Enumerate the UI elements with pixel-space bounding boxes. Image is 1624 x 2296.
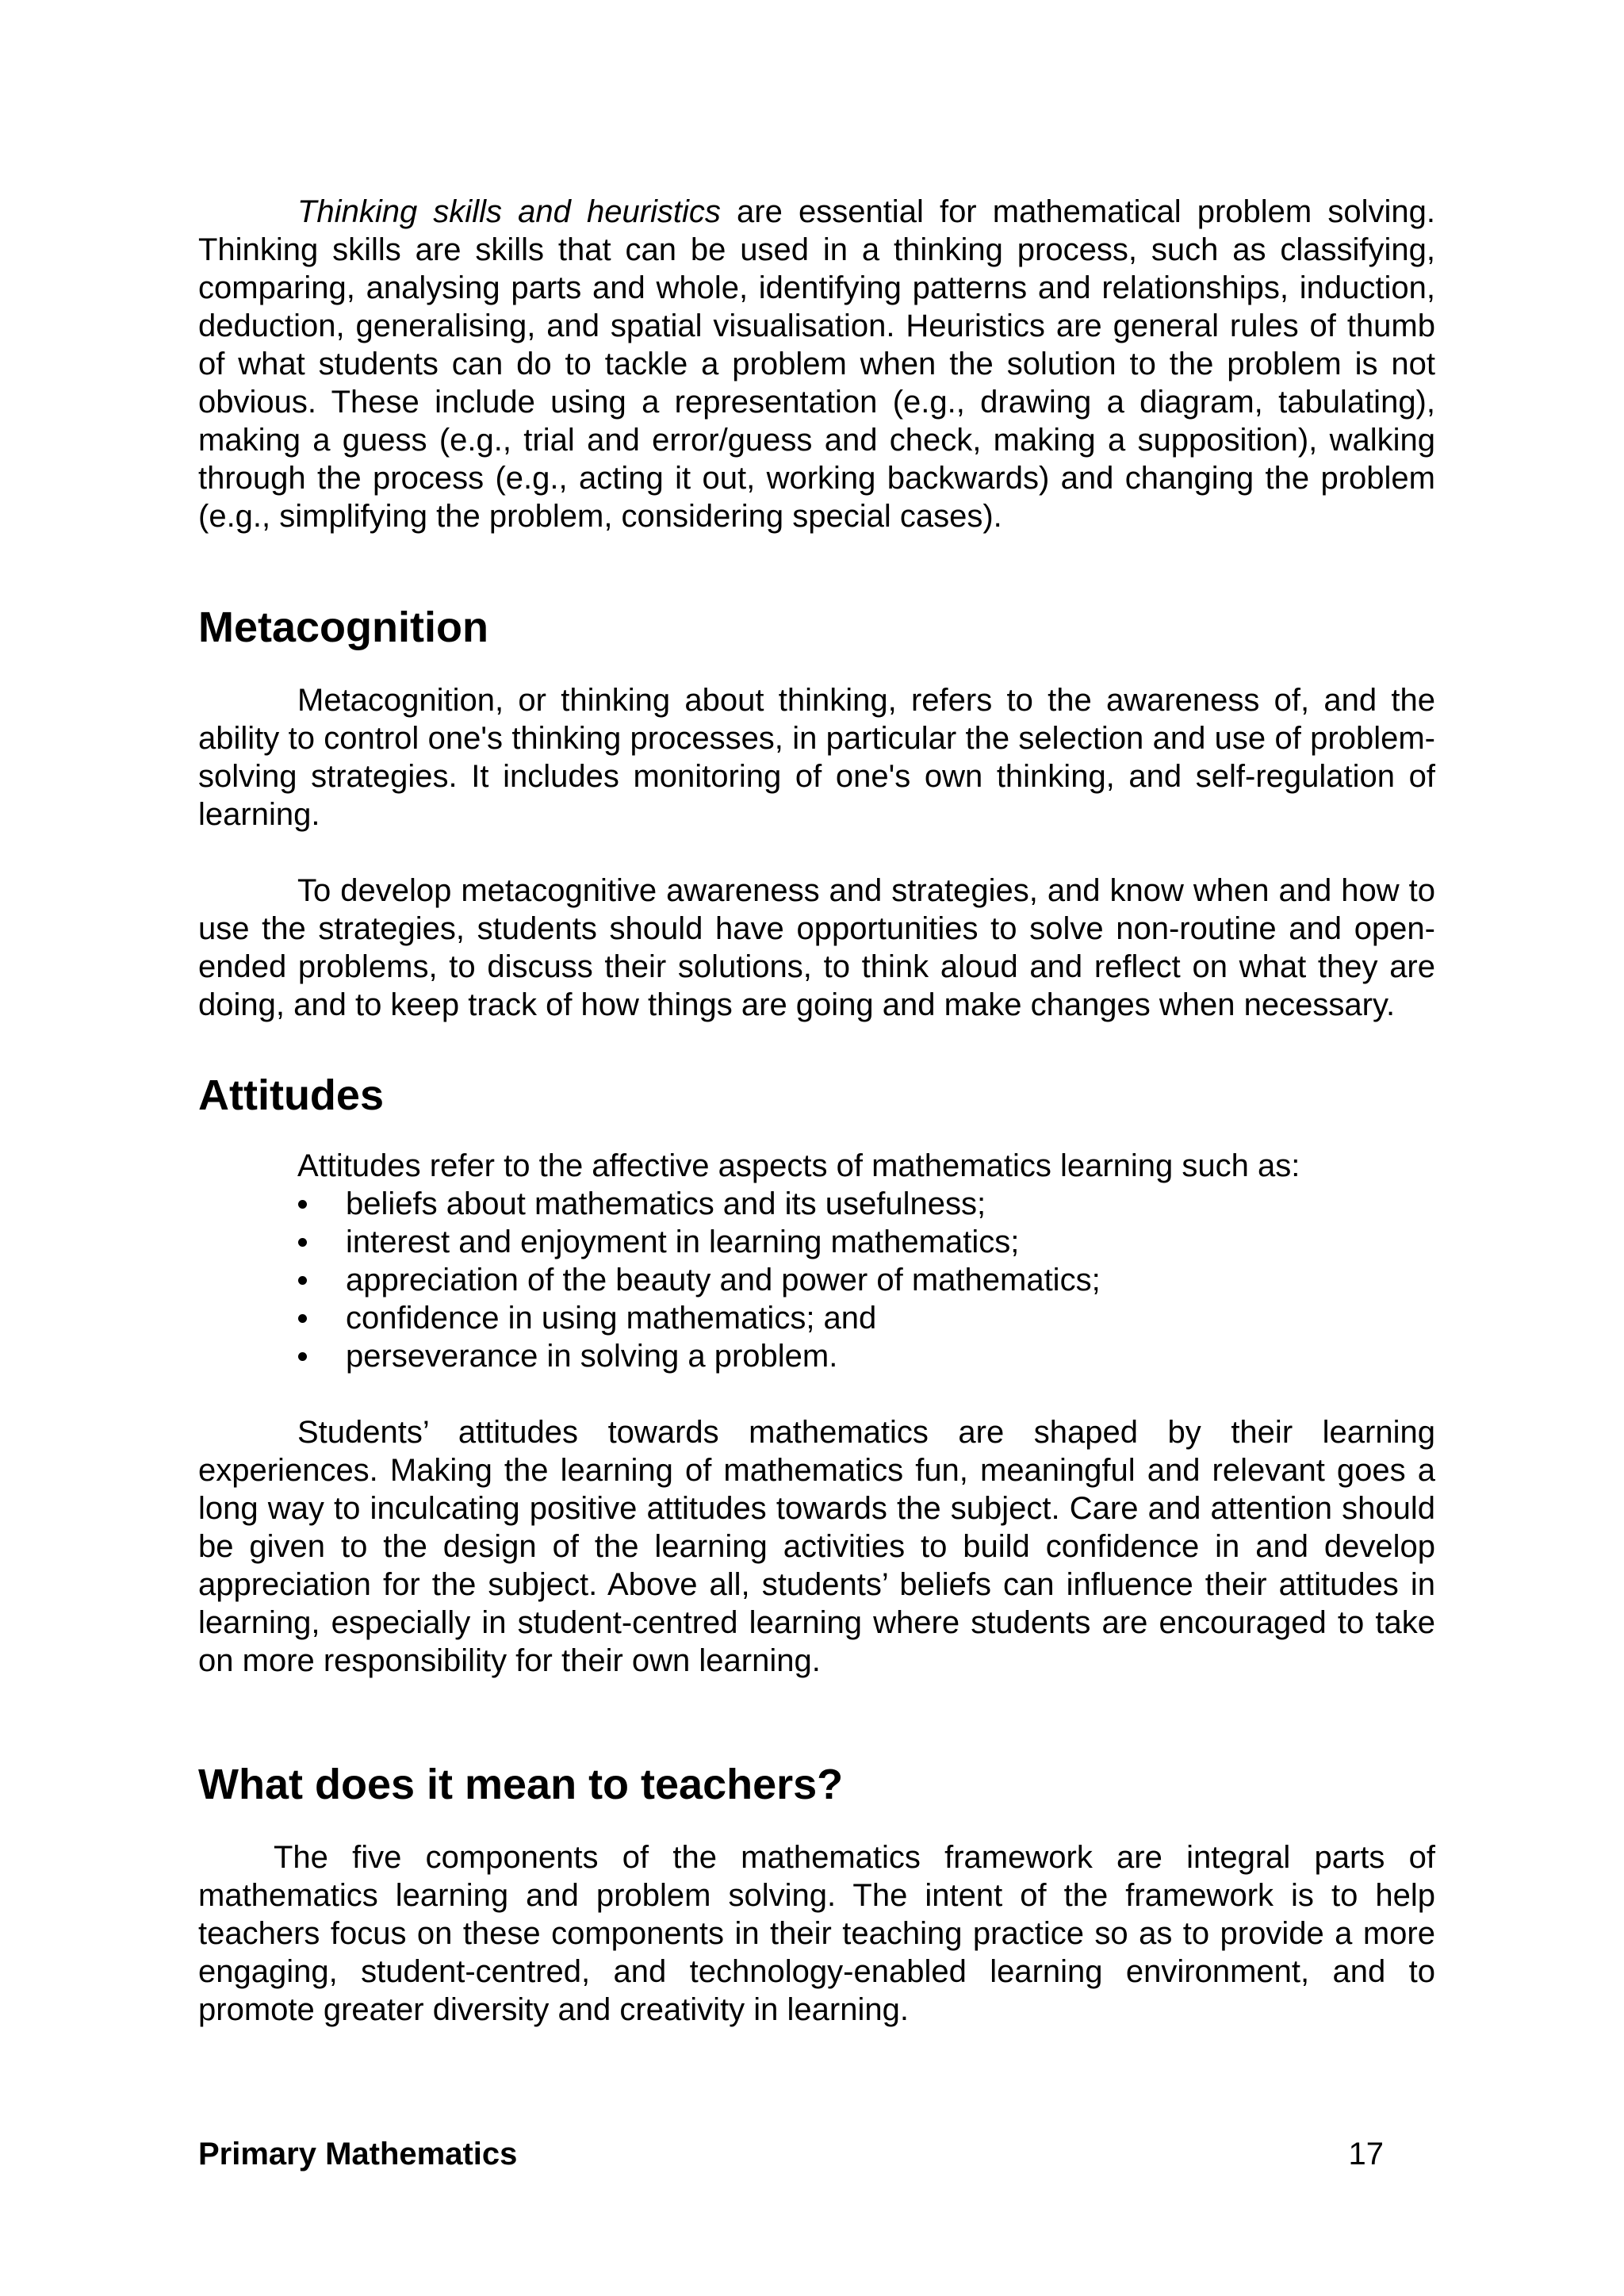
list-item-text: confidence in using mathematics; and xyxy=(346,1301,877,1336)
bullet-icon xyxy=(298,1276,307,1285)
bullet-icon xyxy=(298,1352,307,1361)
thinking-skills-paragraph xyxy=(198,193,1435,535)
attitudes-heading: Attitudes xyxy=(198,1071,384,1119)
thinking-skills-text: are essential for mathematical problem solving. Thinking skills are skills that can be used in a thinking process, such as classifying, comparing, analysing parts and whole, identifying patterns and relationships, induction, deduction, generalising, and spatial visualisation. Heuristics are general rules of thumb of what students can do to tackle a problem when the solution to the problem is not obvious. These include using a representation (e.g., drawing a diagram, tabulating), making a guess (e.g., trial and error/guess and check, making a supposition), walking through the process (e.g., acting it out, working backwards) and changing the problem (e.g., simplifying the problem, considering special cases). xyxy=(198,194,1435,534)
list-item xyxy=(198,1299,1435,1337)
page-number: 17 xyxy=(1348,2137,1384,2171)
metacognition-heading: Metacognition xyxy=(198,604,488,651)
page-content xyxy=(198,193,1435,2029)
footer-title: Primary Mathematics xyxy=(198,2137,518,2171)
attitudes-list xyxy=(198,1185,1435,1375)
teachers-paragraph: The five components of the mathematics framework are integral parts of mathematics learning and problem solving. The intent of the framework is to help teachers focus on these components in their teaching practice so as to provide a more engaging, student-centred, and technology-enabled learning environment, and to promote greater diversity and creativity in learning. xyxy=(198,1840,1435,2027)
list-item xyxy=(198,1337,1435,1375)
bullet-icon xyxy=(298,1200,307,1209)
list-item-text: interest and enjoyment in learning mathematics; xyxy=(346,1225,1020,1259)
thinking-skills-lead: Thinking skills and heuristics xyxy=(297,194,721,229)
attitudes-paragraph: Students’ attitudes towards mathematics are shaped by their learning experiences. Making the learning of mathematics fun, meaningful and relevant goes a long way to inculcating positive attitudes towards the subject. Care and attention should be given to the design of the learning activities to build confidence in and develop appreciation for the subject. Above all, students’ beliefs can influence their attitudes in learning, especially in student-centred learning where students are encouraged to take on more responsibility for their own learning. xyxy=(198,1415,1435,1678)
attitudes-intro: Attitudes refer to the affective aspects of mathematics learning such as: xyxy=(297,1148,1300,1183)
teachers-heading: What does it mean to teachers? xyxy=(198,1761,844,1808)
list-item xyxy=(198,1261,1435,1299)
metacognition-paragraph-1: Metacognition, or thinking about thinking, refers to the awareness of, and the ability to control one's thinking processes, in particular the selection and use of problem-solving strategies. It includes monitoring of one's own thinking, and self-regulation of learning. xyxy=(198,683,1435,832)
list-item xyxy=(198,1185,1435,1223)
bullet-icon xyxy=(298,1314,307,1323)
page-footer xyxy=(198,2135,1384,2173)
bullet-icon xyxy=(298,1238,307,1247)
list-item-text: beliefs about mathematics and its usefulness; xyxy=(346,1186,986,1221)
list-item xyxy=(198,1223,1435,1261)
metacognition-paragraph-2: To develop metacognitive awareness and strategies, and know when and how to use the strategies, students should have opportunities to solve non-routine and open-ended problems, to discuss their solutions, to think aloud and reflect on what they are doing, and to keep track of how things are going and make changes when necessary. xyxy=(198,873,1435,1022)
list-item-text: appreciation of the beauty and power of mathematics; xyxy=(346,1263,1101,1297)
list-item-text: perseverance in solving a problem. xyxy=(346,1339,838,1374)
